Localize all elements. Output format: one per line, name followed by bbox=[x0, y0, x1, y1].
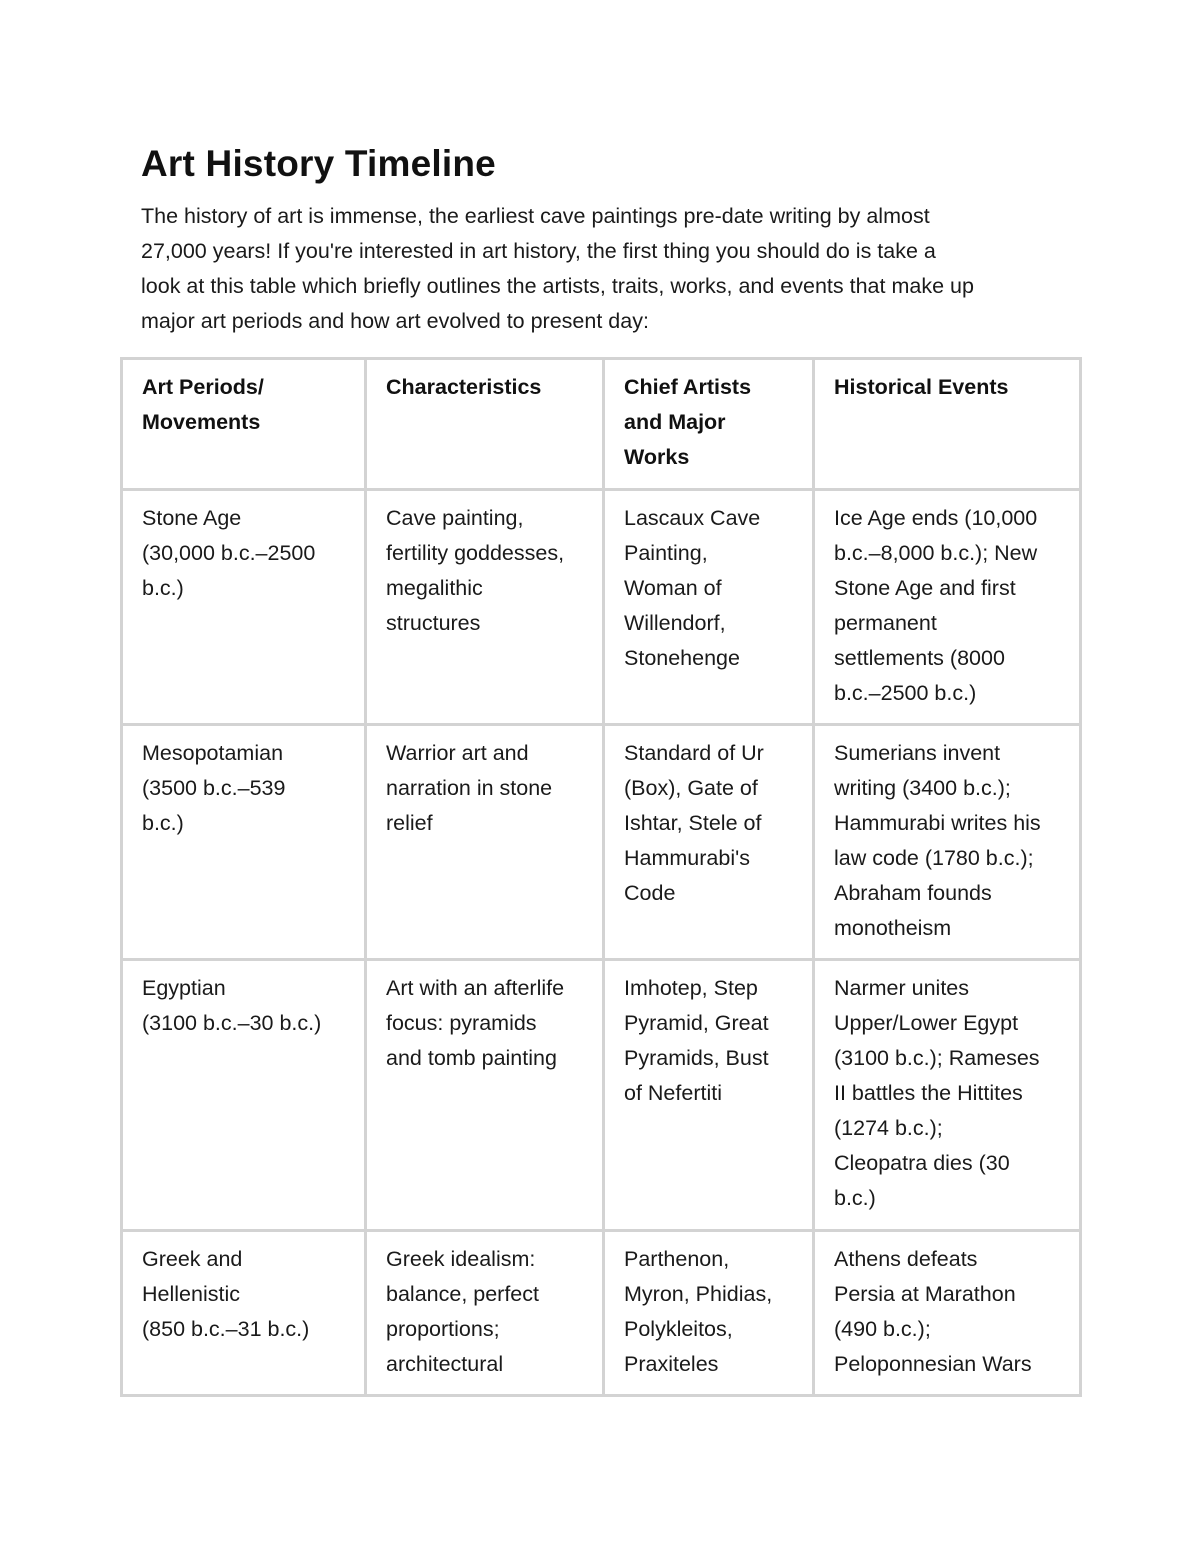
cell-period bbox=[122, 1231, 366, 1396]
cell-line: narration in stone bbox=[386, 776, 553, 800]
cell-line: Imhotep, Step bbox=[624, 976, 758, 1000]
header-characteristics bbox=[366, 359, 604, 490]
cell-line: Pyramid, Great bbox=[624, 1011, 769, 1035]
header-line: Works bbox=[624, 445, 690, 469]
cell-artists-works bbox=[604, 725, 814, 960]
cell-period bbox=[122, 490, 366, 725]
cell-line: settlements (8000 bbox=[834, 646, 1005, 670]
cell-characteristics bbox=[366, 960, 604, 1231]
intro-paragraph bbox=[141, 199, 1076, 339]
cell-line: Ishtar, Stele of bbox=[624, 811, 762, 835]
cell-line: structures bbox=[386, 611, 481, 635]
cell-line: Sumerians invent bbox=[834, 741, 1001, 765]
cell-line: (3500 b.c.–539 bbox=[142, 776, 286, 800]
cell-artists-works bbox=[604, 960, 814, 1231]
cell-line: Stone Age and first bbox=[834, 576, 1016, 600]
cell-artists-works bbox=[604, 1231, 814, 1396]
cell-historical-events bbox=[814, 725, 1081, 960]
cell-line: Cleopatra dies (30 bbox=[834, 1151, 1010, 1175]
header-line: Chief Artists bbox=[624, 375, 752, 399]
header-historical-events bbox=[814, 359, 1081, 490]
cell-line: b.c.) bbox=[834, 1186, 876, 1210]
cell-line: Greek and bbox=[142, 1247, 243, 1271]
cell-historical-events bbox=[814, 1231, 1081, 1396]
cell-line: Mesopotamian bbox=[142, 741, 284, 765]
cell-line: Persia at Marathon bbox=[834, 1282, 1016, 1306]
cell-line: (Box), Gate of bbox=[624, 776, 758, 800]
cell-line: Parthenon, bbox=[624, 1247, 730, 1271]
cell-line: Warrior art and bbox=[386, 741, 529, 765]
cell-line: proportions; bbox=[386, 1317, 500, 1341]
cell-line: megalithic bbox=[386, 576, 483, 600]
cell-line: Stone Age bbox=[142, 506, 242, 530]
cell-line: (30,000 b.c.–2500 bbox=[142, 541, 316, 565]
cell-line: Upper/Lower Egypt bbox=[834, 1011, 1019, 1035]
cell-line: Hammurabi's bbox=[624, 846, 750, 870]
intro-line: major art periods and how art evolved to present day: bbox=[141, 309, 649, 333]
cell-line: II battles the Hittites bbox=[834, 1081, 1023, 1105]
table-row-greek-hellenistic bbox=[122, 1231, 1081, 1396]
art-history-table bbox=[120, 357, 1082, 1397]
cell-historical-events bbox=[814, 490, 1081, 725]
cell-line: (850 b.c.–31 b.c.) bbox=[142, 1317, 310, 1341]
header-line: Historical Events bbox=[834, 375, 1009, 399]
cell-characteristics bbox=[366, 490, 604, 725]
cell-line: Athens defeats bbox=[834, 1247, 978, 1271]
cell-line: Narmer unites bbox=[834, 976, 970, 1000]
cell-line: permanent bbox=[834, 611, 937, 635]
header-chief-artists bbox=[604, 359, 814, 490]
cell-line: fertility goddesses, bbox=[386, 541, 565, 565]
cell-line: Art with an afterlife bbox=[386, 976, 565, 1000]
header-line: Movements bbox=[142, 410, 261, 434]
cell-line: Stonehenge bbox=[624, 646, 740, 670]
cell-line: Pyramids, Bust bbox=[624, 1046, 769, 1070]
header-line: Characteristics bbox=[386, 375, 542, 399]
cell-historical-events bbox=[814, 960, 1081, 1231]
cell-line: b.c.) bbox=[142, 811, 184, 835]
table-header-row bbox=[122, 359, 1081, 490]
cell-line: architectural bbox=[386, 1352, 504, 1376]
cell-line: Hellenistic bbox=[142, 1282, 240, 1306]
cell-line: Cave painting, bbox=[386, 506, 524, 530]
intro-line: look at this table which briefly outlines the artists, traits, works, and events that make up bbox=[141, 274, 974, 298]
cell-characteristics bbox=[366, 725, 604, 960]
header-line: Art Periods/ bbox=[142, 375, 264, 399]
cell-line: (490 b.c.); bbox=[834, 1317, 931, 1341]
cell-line: b.c.) bbox=[142, 576, 184, 600]
cell-line: Woman of bbox=[624, 576, 722, 600]
cell-line: monotheism bbox=[834, 916, 952, 940]
cell-line: Praxiteles bbox=[624, 1352, 719, 1376]
cell-line: Peloponnesian Wars bbox=[834, 1352, 1032, 1376]
cell-line: b.c.–8,000 b.c.); New bbox=[834, 541, 1038, 565]
cell-characteristics bbox=[366, 1231, 604, 1396]
cell-line: law code (1780 b.c.); bbox=[834, 846, 1034, 870]
cell-line: Abraham founds bbox=[834, 881, 992, 905]
table-row-stone-age bbox=[122, 490, 1081, 725]
cell-line: of Nefertiti bbox=[624, 1081, 722, 1105]
cell-line: (3100 b.c.); Rameses bbox=[834, 1046, 1040, 1070]
cell-line: and tomb painting bbox=[386, 1046, 557, 1070]
cell-line: Polykleitos, bbox=[624, 1317, 733, 1341]
cell-line: Myron, Phidias, bbox=[624, 1282, 773, 1306]
cell-line: Painting, bbox=[624, 541, 708, 565]
cell-line: focus: pyramids bbox=[386, 1011, 537, 1035]
cell-line: Lascaux Cave bbox=[624, 506, 761, 530]
table-row-mesopotamian bbox=[122, 725, 1081, 960]
cell-period bbox=[122, 725, 366, 960]
cell-line: Greek idealism: bbox=[386, 1247, 536, 1271]
cell-line: Egyptian bbox=[142, 976, 226, 1000]
cell-line: (1274 b.c.); bbox=[834, 1116, 943, 1140]
cell-period bbox=[122, 960, 366, 1231]
intro-line: 27,000 years! If you're interested in art history, the first thing you should do is take a bbox=[141, 239, 936, 263]
header-art-periods bbox=[122, 359, 366, 490]
header-line: and Major bbox=[624, 410, 726, 434]
cell-line: writing (3400 b.c.); bbox=[834, 776, 1011, 800]
cell-line: Ice Age ends (10,000 bbox=[834, 506, 1038, 530]
cell-line: Willendorf, bbox=[624, 611, 726, 635]
page-title: Art History Timeline bbox=[141, 143, 496, 184]
table-row-egyptian bbox=[122, 960, 1081, 1231]
cell-line: Hammurabi writes his bbox=[834, 811, 1041, 835]
cell-artists-works bbox=[604, 490, 814, 725]
cell-line: balance, perfect bbox=[386, 1282, 539, 1306]
intro-line: The history of art is immense, the earliest cave paintings pre-date writing by almost bbox=[141, 204, 930, 228]
cell-line: relief bbox=[386, 811, 433, 835]
cell-line: Standard of Ur bbox=[624, 741, 764, 765]
cell-line: Code bbox=[624, 881, 676, 905]
cell-line: b.c.–2500 b.c.) bbox=[834, 681, 977, 705]
cell-line: (3100 b.c.–30 b.c.) bbox=[142, 1011, 322, 1035]
